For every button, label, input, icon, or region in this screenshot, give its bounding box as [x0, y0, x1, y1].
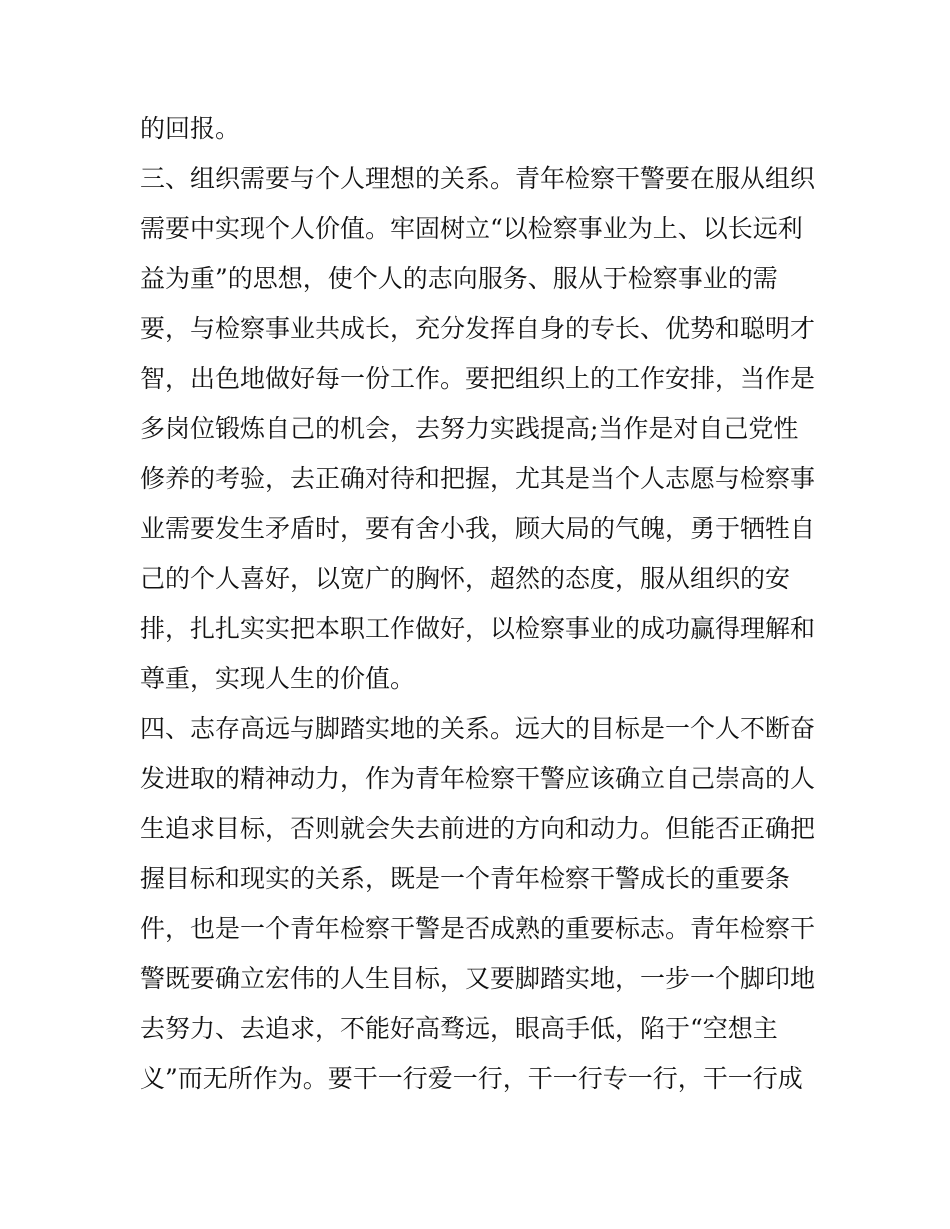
text-line: 修养的考验，去正确对待和把握，尤其是当个人志愿与检察事 [140, 464, 816, 493]
text-line: 业需要发生矛盾时，要有舍小我，顾大局的气魄，勇于牺牲自 [140, 514, 816, 543]
text-line: 要，与检察事业共成长，充分发挥自身的专长、优势和聪明才 [140, 314, 816, 343]
text-line: 去努力、去追求，不能好高骛远，眼高手低，陷于“空想主 [140, 1014, 778, 1043]
body-text [140, 104, 820, 1104]
text-line: 握目标和现实的关系，既是一个青年检察干警成长的重要条 [140, 864, 791, 893]
text-line: 益为重”的思想，使个人的志向服务、服从于检察事业的需 [140, 264, 778, 293]
text-line: 义”而无所作为。要干一行爱一行，干一行专一行，干一行成 [140, 1064, 803, 1093]
text-line: 的回报。 [140, 114, 241, 143]
text-line: 尊重，实现人生的价值。 [140, 664, 416, 693]
text-line: 己的个人喜好，以宽广的胸怀，超然的态度，服从组织的安 [140, 564, 791, 593]
text-line: 智，出色地做好每一份工作。要把组织上的工作安排，当作是 [140, 364, 816, 393]
text-line: 四、志存高远与脚踏实地的关系。远大的目标是一个人不断奋 [140, 714, 816, 743]
text-line: 件，也是一个青年检察干警是否成熟的重要标志。青年检察干 [140, 914, 816, 943]
text-line: 生追求目标，否则就会失去前进的方向和动力。但能否正确把 [140, 814, 816, 843]
text-line: 多岗位锻炼自己的机会，去努力实践提高;当作是对自己党性 [140, 414, 799, 443]
text-line: 需要中实现个人价值。牢固树立“以检察事业为上、以长远利 [140, 214, 803, 243]
text-line: 警既要确立宏伟的人生目标，又要脚踏实地，一步一个脚印地 [140, 964, 816, 993]
text-line: 排，扎扎实实把本职工作做好，以检察事业的成功赢得理解和 [140, 614, 816, 643]
text-line: 发进取的精神动力，作为青年检察干警应该确立自己崇高的人 [140, 764, 816, 793]
text-line: 三、组织需要与个人理想的关系。青年检察干警要在服从组织 [140, 164, 816, 193]
